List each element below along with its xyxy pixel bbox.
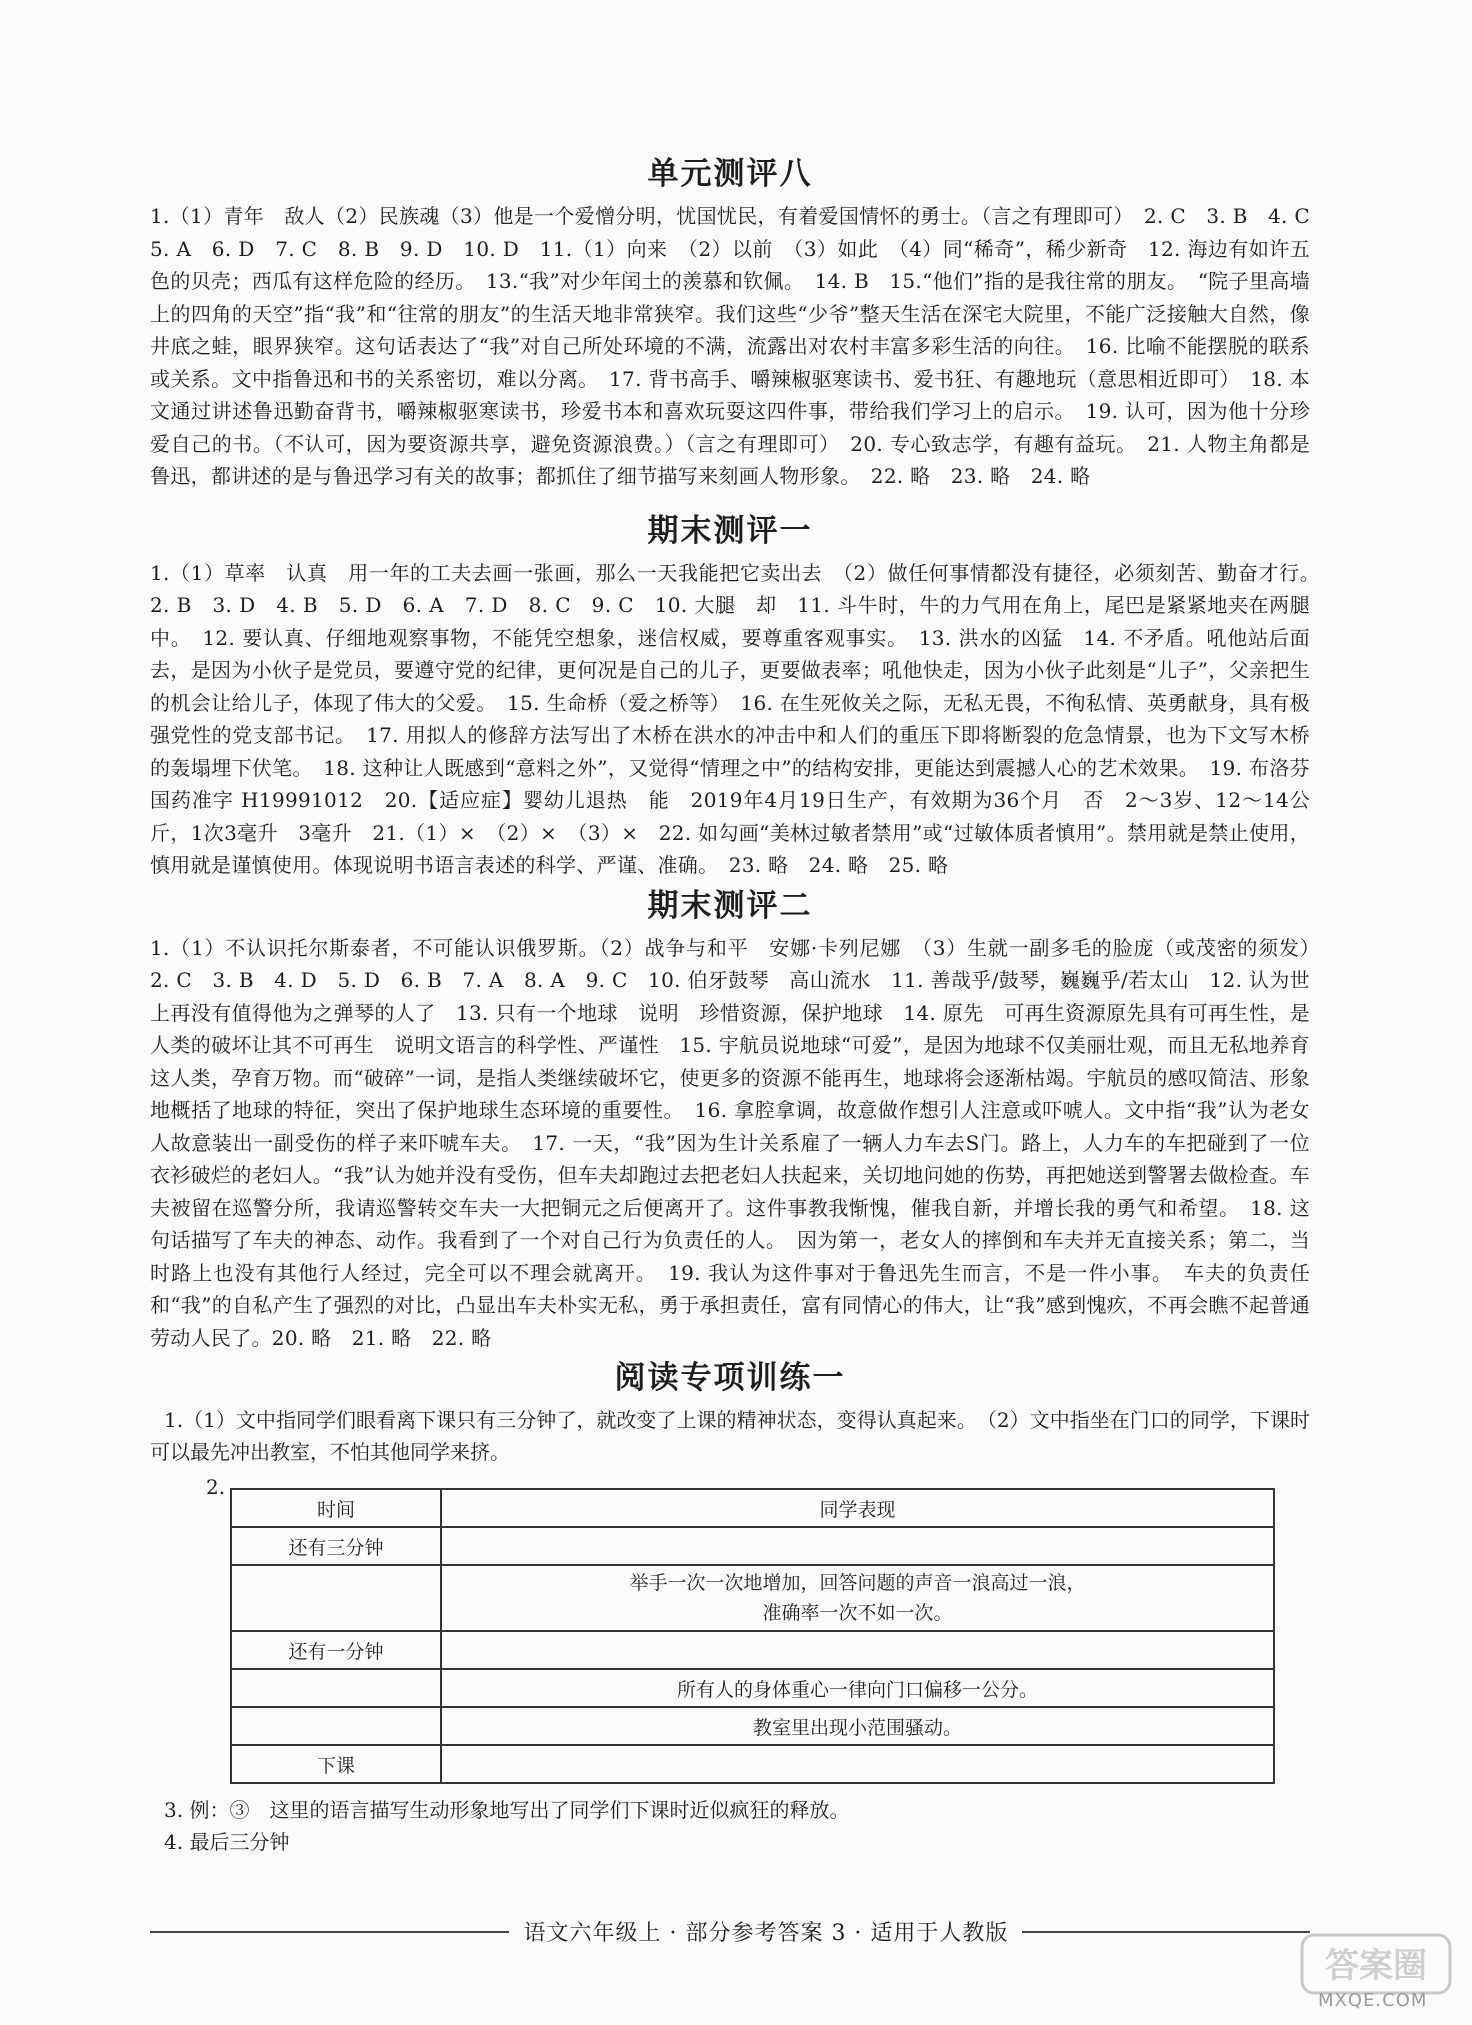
behavior-line-2: 准确率一次不如一次。 bbox=[762, 1602, 953, 1624]
table-row bbox=[231, 1707, 1274, 1745]
table-row bbox=[231, 1745, 1274, 1783]
page-footer bbox=[150, 1916, 1310, 1947]
section-title-unit8: 单元测评八 bbox=[647, 156, 813, 192]
watermark-text: 答案圈 bbox=[1325, 1946, 1427, 1986]
answer-page bbox=[150, 148, 1331, 1858]
table-cell-behavior: 所有人的身体重心一律向门口偏移一公分。 bbox=[441, 1669, 1274, 1707]
table-cell-time: 还有一分钟 bbox=[231, 1631, 441, 1669]
reading1-q4: 4. 最后三分钟 bbox=[164, 1830, 290, 1854]
section-title-reading1: 阅读专项训练一 bbox=[614, 1360, 846, 1396]
table-cell-behavior: 教室里出现小范围骚动。 bbox=[441, 1707, 1274, 1745]
q2-number: 2. bbox=[206, 1475, 226, 1499]
table-cell-time: 下课 bbox=[231, 1745, 441, 1783]
reading1-q1: 1.（1）文中指同学们眼看离下课只有三分钟了，就改变了上课的精神状态，变得认真起来。 （2）文中指坐在门口的同学，下课时可以最先冲出教室，不怕其他同学来挤。 bbox=[150, 1408, 1310, 1464]
final1-answers: 1.（1）草率 认真 用一年的工夫去画一张画，那么一天我能把它卖出去 （2）做任何事情都没有捷径，必须刻苦、勤奋才行。 2. B 3. D 4. B 5. D 6. A 7. D 8. C 9. C 10. 大腿 却 11. 斗牛时，牛的力气用在角上，尾巴是紧紧地夹在两腿中。 12. 要认真、仔细地观察事物，不能凭空想象，迷信权威，要尊重客观事实。 13. 洪水的凶猛 14. 不矛盾。吼他站后面去，是因为小伙子是党员，要遵守党的纪律，更何况是自己的儿子，更要做表率；吼他快走，因为小伙子此刻是“儿子”，父亲把生的机会让给儿子，体现了伟大的父爱。 15. 生命桥（爱之桥等） 16. 在生死攸关之际，无私无畏，不徇私情、英勇献身，具有极强党性的党支部书记。 17. 用拟人的修辞方法写出了木桥在洪水的冲击中和人们的重压下即将断裂的危急情景，也为下文写木桥的轰塌埋下伏笔。 18. 这种让人既感到“意料之外”，又觉得“情理之中”的结构安排，更能达到震撼人心的艺术效果。 19. 布洛芬 国药准字 H19991012 20.【适应症】婴幼儿退热 能 2019年4月19日生产，有效期为36个月 否 2～3岁、12～14公斤，1次3毫升 3毫升 21.（1）× （2）× （3）× 22. 如勾画“美林过敏者禁用”或“过敏体质者慎用”。禁用就是禁止使用，慎用就是谨慎使用。体现说明书语言表述的科学、严谨、准确。 23. 略 24. 略 25. 略 bbox=[150, 560, 1331, 877]
table-cell-behavior bbox=[441, 1527, 1274, 1565]
table-cell-behavior bbox=[441, 1745, 1274, 1783]
behavior-table bbox=[230, 1488, 1275, 1784]
final2-answers: 1.（1）不认识托尔斯泰者，不可能认识俄罗斯。（2）战争与和平 安娜·卡列尼娜 （3）生就一副多毛的脸庞（或茂密的须发） 2. C 3. B 4. D 5. D 6. B 7. A 8. A 9. C 10. 伯牙鼓琴 高山流水 11. 善哉乎/鼓琴，巍巍乎/若太山 12. 认为世上再没有值得他为之弹琴的人了 13. 只有一个地球 说明 珍惜资源，保护地球 14. 原先 可再生资源原先具有可再生性，是人类的破坏让其不可再生 说明文语言的科学性、严谨性 15. 宇航员说地球“可爱”，是因为地球不仅美丽壮观，而且无私地养育这人类，孕育万物。而“破碎”一词，是指人类继续破坏它，使更多的资源不能再生，地球将会逐渐枯竭。宇航员的感叹简洁、形象地概括了地球的特征，突出了保护地球生态环境的重要性。 16. 拿腔拿调，故意做作想引人注意或吓唬人。文中指“我”认为老女人故意装出一副受伤的样子来吓唬车夫。 17. 一天，“我”因为生计关系雇了一辆人力车去S门。路上，人力车的车把碰到了一位衣衫破烂的老妇人。“我”认为她并没有受伤，但车夫却跑过去把老妇人扶起来，关切地问她的伤势，再把她送到警署去做检查。车夫被留在巡警分所，我请巡警转交车夫一大把铜元之后便离开了。这件事教我惭愧，催我自新，并增长我的勇气和希望。 18. 这句话描写了车夫的神态、动作。我看到了一个对自己行为负责任的人。 因为第一，老女人的摔倒和车夫并无直接关系；第二，当时路上也没有其他行人经过，完全可以不理会就离开。 19. 我认为这件事对于鲁迅先生而言，不是一件小事。 车夫的负责任和“我”的自私产生了强烈的对比，凸显出车夫朴实无私，勇于承担责任，富有同情心的伟大，让“我”感到愧疚，不再会瞧不起普通劳动人民了。20. 略 21. 略 22. 略 bbox=[150, 935, 1331, 1350]
table-cell-time: 还有三分钟 bbox=[231, 1527, 441, 1565]
section-title-final1: 期末测评一 bbox=[647, 512, 813, 549]
table-cell-time bbox=[231, 1565, 441, 1631]
footer-rule-right bbox=[1022, 1931, 1310, 1933]
table-row bbox=[231, 1527, 1274, 1565]
table-cell-behavior bbox=[441, 1565, 1274, 1631]
footer-text: 语文六年级上 · 部分参考答案 3 · 适用于人教版 bbox=[523, 1921, 1009, 1946]
behavior-line-1: 举手一次一次地增加，回答问题的声音一浪高过一浪， bbox=[629, 1572, 1086, 1594]
table-row bbox=[231, 1669, 1274, 1707]
reading1-q3: 3. 例：③ 这里的语言描写生动形象地写出了同学们下课时近似疯狂的释放。 bbox=[164, 1798, 850, 1822]
section-title-final2: 期末测评二 bbox=[647, 887, 813, 924]
table-header-row bbox=[231, 1489, 1274, 1527]
table-cell-time bbox=[231, 1669, 441, 1707]
watermark-site: MXQE.COM bbox=[1318, 1990, 1428, 2011]
table-row bbox=[231, 1631, 1274, 1669]
unit8-answers: 1.（1）青年 敌人（2）民族魂（3）他是一个爱憎分明，忧国忧民，有着爱国情怀的勇士。（言之有理即可） 2. C 3. B 4. C 5. A 6. D 7. C 8. B 9. D 10. D 11.（1）向来 （2）以前 （3）如此 （4）同“稀奇”，稀少新奇 12. 海边有如许五色的贝壳；西瓜有这样危险的经历。 13.“我”对少年闰土的羡慕和钦佩。 14. B 15.“他们”指的是我往常的朋友。 “院子里高墙上的四角的天空”指“我”和“往常的朋友”的生活天地非常狭窄。我们这些“少爷”整天生活在深宅大院里，不能广泛接触大自然，像井底之蛙，眼界狭窄。这句话表达了“我”对自己所处环境的不满，流露出对农村丰富多彩生活的向往。 16. 比喻不能摆脱的联系或关系。文中指鲁迅和书的关系密切，难以分离。 17. 背书高手、嚼辣椒驱寒读书、爱书狂、有趣地玩（意思相近即可） 18. 本文通过讲述鲁迅勤奋背书，嚼辣椒驱寒读书，珍爱书本和喜欢玩耍这四件事，带给我们学习上的启示。 19. 认可，因为他十分珍爱自己的书。（不认可，因为要资源共享，避免资源浪费。）（言之有理即可） 20. 专心致志学，有趣有益玩。 21. 人物主角都是鲁迅，都讲述的是与鲁迅学习有关的故事；都抓住了细节描写来刻画人物形象。 22. 略 23. 略 24. 略 bbox=[150, 204, 1331, 488]
table-cell-behavior bbox=[441, 1631, 1274, 1669]
table-row bbox=[231, 1565, 1274, 1631]
table-cell-time bbox=[231, 1707, 441, 1745]
table-header-behavior: 同学表现 bbox=[441, 1489, 1274, 1527]
footer-rule-left bbox=[150, 1931, 509, 1933]
table-header-time: 时间 bbox=[231, 1489, 441, 1527]
